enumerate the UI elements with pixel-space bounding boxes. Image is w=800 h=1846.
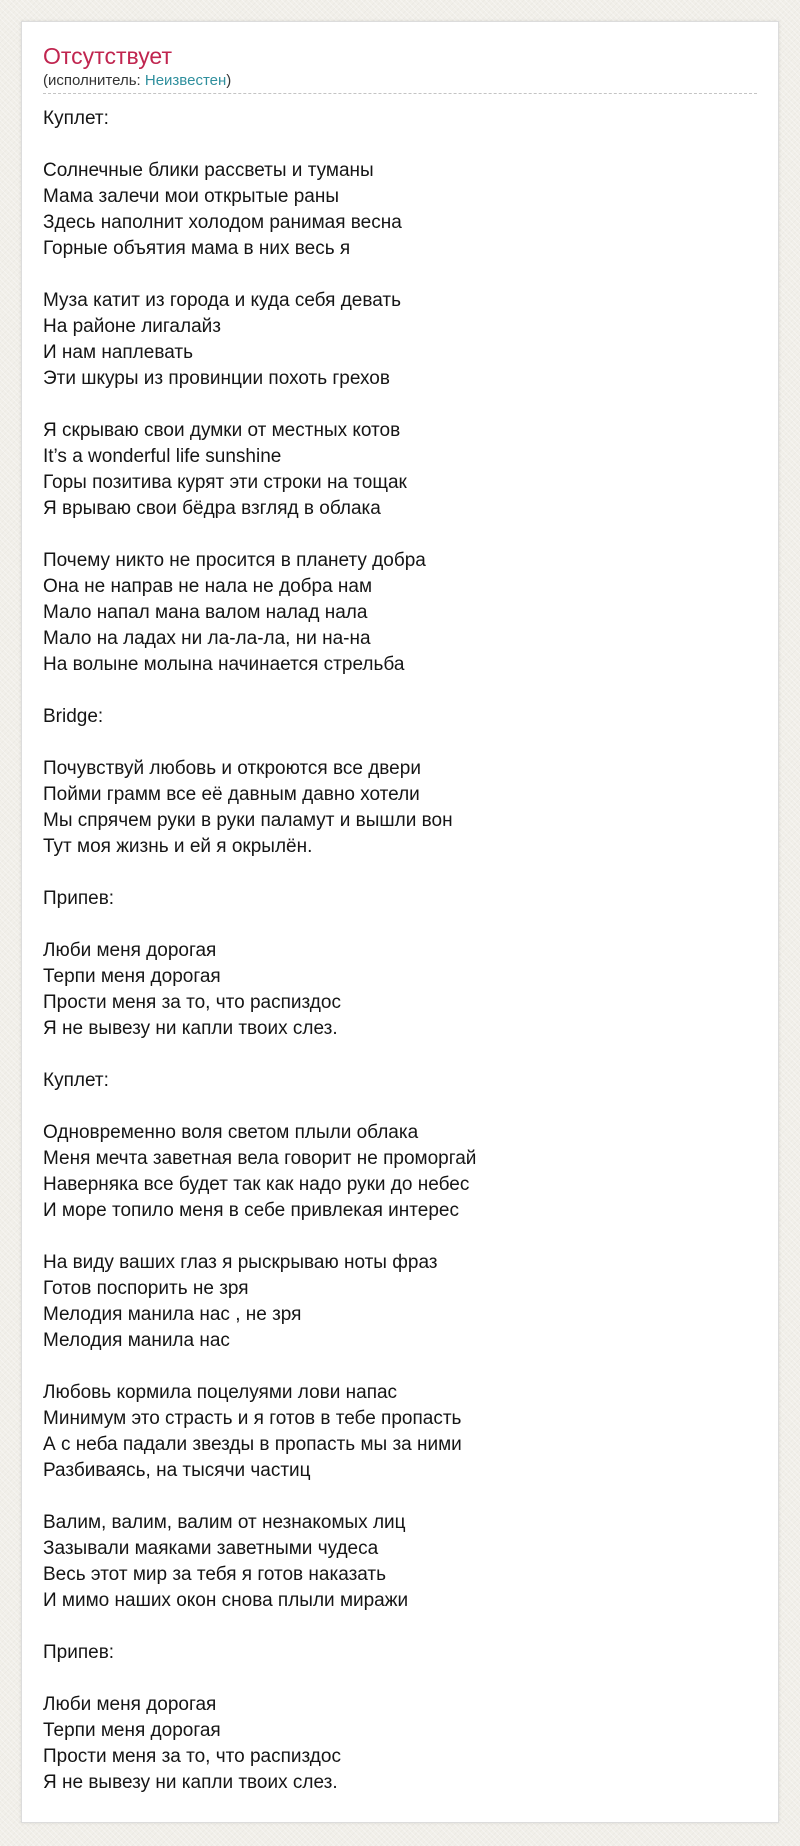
lyric-line: Куплет: bbox=[43, 108, 109, 129]
artist-suffix: ) bbox=[226, 72, 232, 89]
lyric-line: Куплет: bbox=[43, 1070, 109, 1091]
lyric-line: Я не вывезу ни капли твоих слез. bbox=[43, 1772, 338, 1793]
lyric-line: Я врываю свои бёдра взгляд в облака bbox=[43, 498, 381, 519]
lyric-line bbox=[43, 132, 757, 158]
lyric-line: Припев: bbox=[43, 1642, 115, 1663]
lyric-line: Разбиваясь, на тысячи частиц bbox=[43, 1460, 311, 1481]
lyric-line: На районе лигалайз bbox=[43, 316, 221, 337]
lyric-line: Люби меня дорогая bbox=[43, 940, 217, 961]
lyric-line: Припев: bbox=[43, 888, 115, 909]
lyric-line: Люби меня дорогая bbox=[43, 1694, 217, 1715]
lyric-line: Мало напал мана валом налад нала bbox=[43, 602, 368, 623]
artist-line bbox=[43, 72, 231, 90]
lyrics-text bbox=[43, 106, 757, 1796]
lyric-line bbox=[43, 730, 757, 756]
lyric-line: Одновременно воля светом плыли облака bbox=[43, 1122, 419, 1143]
lyric-line bbox=[43, 1484, 757, 1510]
lyric-line: Здесь наполнит холодом ранимая весна bbox=[43, 212, 402, 233]
lyric-line bbox=[43, 860, 757, 886]
lyric-line: Почему никто не просится в планету добра bbox=[43, 550, 426, 571]
lyric-line: Готов поспорить не зря bbox=[43, 1278, 249, 1299]
lyric-line: Весь этот мир за тебя я готов наказать bbox=[43, 1564, 387, 1585]
lyric-line: Мелодия манила нас , не зря bbox=[43, 1304, 302, 1325]
lyric-line: Терпи меня дорогая bbox=[43, 1720, 221, 1741]
lyric-line: Она не направ не нала не добра нам bbox=[43, 576, 373, 597]
lyric-line bbox=[43, 1354, 757, 1380]
lyric-line bbox=[43, 912, 757, 938]
lyric-line: Эти шкуры из провинции похоть грехов bbox=[43, 368, 390, 389]
lyric-line: Любовь кормила поцелуями лови напас bbox=[43, 1382, 398, 1403]
lyric-line: Зазывали маяками заветными чудеса bbox=[43, 1538, 379, 1559]
lyrics-card bbox=[21, 21, 779, 1823]
lyric-line: Горы позитива курят эти строки на тощак bbox=[43, 472, 407, 493]
lyric-line: И море топило меня в себе привлекая интерес bbox=[43, 1200, 459, 1221]
lyric-line: Валим, валим, валим от незнакомых лиц bbox=[43, 1512, 406, 1533]
lyric-line: А с неба падали звезды в пропасть мы за ними bbox=[43, 1434, 462, 1455]
artist-link[interactable]: Неизвестен bbox=[144, 72, 227, 89]
lyric-line: Мы спрячем руки в руки паламут и вышли вон bbox=[43, 810, 453, 831]
lyric-line: Прости меня за то, что распиздос bbox=[43, 992, 341, 1013]
lyric-line: На виду ваших глаз я рыскрываю ноты фраз bbox=[43, 1252, 438, 1273]
lyric-line bbox=[43, 1666, 757, 1692]
lyric-line: Пойми грамм все её давным давно хотели bbox=[43, 784, 420, 805]
lyric-line: Bridge: bbox=[43, 706, 104, 727]
lyric-line bbox=[43, 522, 757, 548]
lyric-line: Я скрываю свои думки от местных котов bbox=[43, 420, 401, 441]
lyric-line: Мама залечи мои открытые раны bbox=[43, 186, 340, 207]
lyric-line: Муза катит из города и куда себя девать bbox=[43, 290, 401, 311]
lyric-line: На волыне молына начинается стрельба bbox=[43, 654, 405, 675]
lyric-line bbox=[43, 1094, 757, 1120]
song-title: Отсутствует bbox=[43, 43, 172, 69]
lyric-line: Тут моя жизнь и ей я окрылён. bbox=[43, 836, 313, 857]
lyric-line: И мимо наших окон снова плыли миражи bbox=[43, 1590, 409, 1611]
title-divider bbox=[43, 93, 757, 94]
lyric-line bbox=[43, 678, 757, 704]
lyric-line bbox=[43, 1614, 757, 1640]
lyric-line: Я не вывезу ни капли твоих слез. bbox=[43, 1018, 338, 1039]
lyric-line bbox=[43, 1224, 757, 1250]
lyric-line: Меня мечта заветная вела говорит не проморгай bbox=[43, 1148, 477, 1169]
lyric-line bbox=[43, 392, 757, 418]
lyric-line: Солнечные блики рассветы и туманы bbox=[43, 160, 374, 181]
lyric-line: Прости меня за то, что распиздос bbox=[43, 1746, 341, 1767]
lyric-line: It’s a wonderful life sunshine bbox=[43, 446, 282, 467]
lyric-line: Почувствуй любовь и откроются все двери bbox=[43, 758, 421, 779]
artist-prefix: (исполнитель: bbox=[43, 72, 145, 89]
lyric-line: И нам наплевать bbox=[43, 342, 193, 363]
lyric-line bbox=[43, 262, 757, 288]
lyric-line bbox=[43, 1042, 757, 1068]
lyric-line: Горные объятия мама в них весь я bbox=[43, 238, 351, 259]
lyric-line: Минимум это страсть и я готов в тебе пропасть bbox=[43, 1408, 462, 1429]
lyric-line: Терпи меня дорогая bbox=[43, 966, 221, 987]
lyric-line: Мелодия манила нас bbox=[43, 1330, 230, 1351]
lyric-line: Наверняка все будет так как надо руки до небес bbox=[43, 1174, 470, 1195]
lyric-line: Мало на ладах ни ла-ла-ла, ни на-на bbox=[43, 628, 371, 649]
